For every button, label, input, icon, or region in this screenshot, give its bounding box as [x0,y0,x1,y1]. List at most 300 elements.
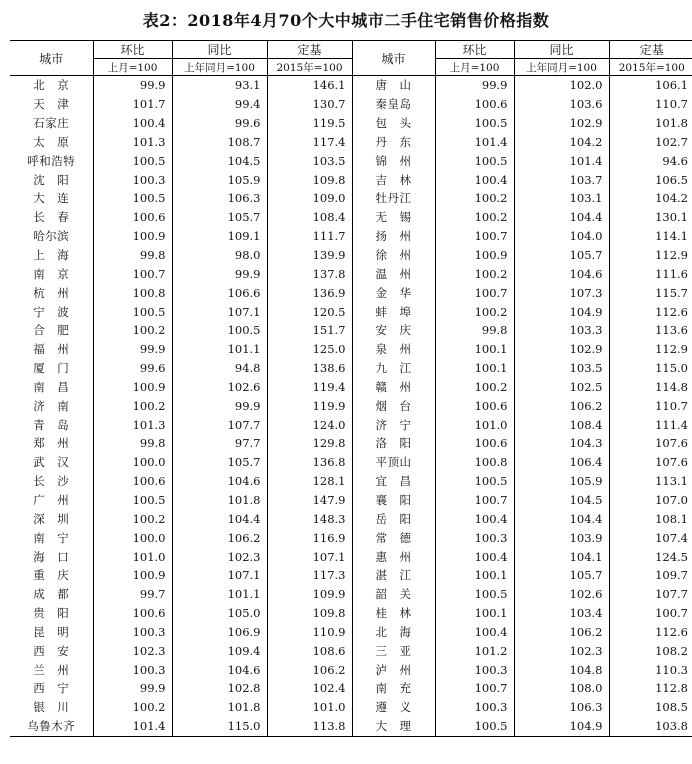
price-index-table [10,40,692,737]
cell-mom-left: 100.0 [93,528,172,547]
cell-base-left: 151.7 [267,321,352,340]
cell-mom-right: 100.2 [435,189,514,208]
cell-base-left: 148.3 [267,509,352,528]
table-row [10,359,692,378]
cell-city-left: 深 圳 [33,511,70,526]
cell-yoy-right: 106.2 [514,396,609,415]
cell-yoy-right: 104.0 [514,227,609,246]
table-body [10,76,692,737]
cell-city-right: 泸 州 [352,660,435,679]
cell-mom-right: 101.2 [435,641,514,660]
cell-city-left: 银 川 [33,700,70,715]
cell-yoy-right: 106.2 [514,622,609,641]
table-row [10,227,692,246]
table-row [10,189,692,208]
table-row [10,170,692,189]
table-row [10,340,692,359]
cell-city-left: 贵 阳 [33,606,70,621]
cell-mom-left: 100.2 [93,396,172,415]
cell-yoy-right: 101.4 [514,151,609,170]
cell-base-right: 110.7 [609,95,692,114]
cell-city-right: 赣 州 [352,378,435,397]
cell-base-right: 112.6 [609,622,692,641]
cell-yoy-left: 94.8 [172,359,267,378]
cell-mom-left: 100.9 [93,227,172,246]
cell-mom-right: 99.8 [435,321,514,340]
cell-mom-right: 100.7 [435,283,514,302]
cell-city-left: 成 都 [33,587,70,602]
header-yoy-sub-left: 上年同月=100 [172,59,267,76]
cell-yoy-left: 97.7 [172,434,267,453]
cell-city-left: 上 海 [33,248,70,263]
cell-city-right: 襄 阳 [352,491,435,510]
cell-city-right: 九 江 [352,359,435,378]
cell-yoy-left: 106.2 [172,528,267,547]
cell-base-left: 111.7 [267,227,352,246]
cell-city-right: 平顶山 [352,453,435,472]
cell-yoy-right: 106.3 [514,698,609,717]
cell-city-left: 石家庄 [33,116,70,131]
cell-mom-right: 100.5 [435,114,514,133]
cell-yoy-left: 93.1 [172,76,267,95]
table-row [10,283,692,302]
cell-base-right: 111.6 [609,264,692,283]
cell-yoy-right: 103.7 [514,170,609,189]
cell-mom-left: 100.8 [93,283,172,302]
table-row [10,717,692,736]
table-row [10,641,692,660]
cell-city-right: 秦皇岛 [352,95,435,114]
cell-base-right: 103.8 [609,717,692,736]
cell-mom-right: 100.1 [435,604,514,623]
cell-mom-right: 101.0 [435,415,514,434]
table-row [10,246,692,265]
table-row [10,604,692,623]
cell-mom-left: 100.2 [93,698,172,717]
table-row [10,622,692,641]
table-row [10,208,692,227]
cell-city-left: 福 州 [33,342,70,357]
cell-mom-right: 100.4 [435,509,514,528]
cell-yoy-left: 99.6 [172,114,267,133]
cell-city-right: 湛 江 [352,566,435,585]
cell-mom-right: 100.7 [435,227,514,246]
cell-city-right: 遵 义 [352,698,435,717]
cell-base-right: 115.0 [609,359,692,378]
cell-mom-left: 101.4 [93,717,172,736]
table-row [10,151,692,170]
cell-yoy-right: 104.9 [514,717,609,736]
cell-yoy-left: 109.4 [172,641,267,660]
cell-yoy-left: 101.8 [172,698,267,717]
cell-base-right: 108.1 [609,509,692,528]
cell-base-right: 106.1 [609,76,692,95]
cell-city-right: 唐 山 [352,76,435,95]
cell-yoy-left: 104.6 [172,472,267,491]
cell-yoy-left: 101.1 [172,340,267,359]
cell-yoy-right: 107.3 [514,283,609,302]
cell-base-left: 129.8 [267,434,352,453]
cell-base-left: 108.4 [267,208,352,227]
cell-base-right: 111.4 [609,415,692,434]
cell-base-right: 107.0 [609,491,692,510]
cell-base-left: 117.4 [267,133,352,152]
cell-mom-right: 100.3 [435,660,514,679]
cell-city-left: 济 南 [33,398,70,413]
cell-city-right: 泉 州 [352,340,435,359]
table-row [10,396,692,415]
cell-base-right: 107.4 [609,528,692,547]
cell-city-right: 惠 州 [352,547,435,566]
cell-mom-right: 100.8 [435,453,514,472]
cell-base-right: 104.2 [609,189,692,208]
cell-city-right: 扬 州 [352,227,435,246]
cell-city-left: 杭 州 [33,285,70,300]
cell-base-left: 128.1 [267,472,352,491]
cell-yoy-left: 102.8 [172,679,267,698]
cell-base-right: 108.5 [609,698,692,717]
cell-city-right: 宜 昌 [352,472,435,491]
cell-yoy-right: 106.4 [514,453,609,472]
table-row [10,95,692,114]
cell-yoy-right: 102.0 [514,76,609,95]
table-row [10,264,692,283]
cell-base-left: 102.4 [267,679,352,698]
cell-mom-right: 100.6 [435,434,514,453]
cell-base-left: 109.8 [267,170,352,189]
cell-mom-left: 100.3 [93,660,172,679]
cell-base-left: 110.9 [267,622,352,641]
cell-mom-left: 100.2 [93,509,172,528]
cell-city-right: 安 庆 [352,321,435,340]
cell-mom-left: 100.9 [93,378,172,397]
cell-yoy-right: 104.8 [514,660,609,679]
cell-mom-right: 100.2 [435,302,514,321]
cell-city-left: 哈尔滨 [33,229,70,244]
cell-mom-right: 100.2 [435,208,514,227]
cell-base-right: 112.9 [609,340,692,359]
cell-base-right: 108.2 [609,641,692,660]
cell-city-right: 洛 阳 [352,434,435,453]
cell-city-right: 吉 林 [352,170,435,189]
cell-mom-right: 100.3 [435,528,514,547]
cell-mom-left: 100.6 [93,208,172,227]
cell-city-right: 桂 林 [352,604,435,623]
cell-mom-right: 100.3 [435,698,514,717]
table-row [10,321,692,340]
cell-base-left: 106.2 [267,660,352,679]
table-row [10,133,692,152]
cell-city-left: 合 肥 [33,323,70,338]
cell-mom-right: 100.4 [435,170,514,189]
cell-yoy-left: 109.1 [172,227,267,246]
cell-yoy-left: 102.3 [172,547,267,566]
cell-base-left: 109.0 [267,189,352,208]
cell-mom-right: 100.5 [435,717,514,736]
cell-yoy-right: 102.3 [514,641,609,660]
cell-base-right: 107.7 [609,585,692,604]
cell-mom-left: 100.5 [93,189,172,208]
cell-city-left: 厦 门 [33,361,70,376]
cell-mom-left: 100.9 [93,566,172,585]
cell-city-right: 蚌 埠 [352,302,435,321]
cell-city-right: 南 充 [352,679,435,698]
cell-mom-left: 99.6 [93,359,172,378]
cell-base-left: 107.1 [267,547,352,566]
table-row [10,415,692,434]
cell-base-right: 109.7 [609,566,692,585]
cell-yoy-left: 106.3 [172,189,267,208]
table-row [10,434,692,453]
cell-yoy-left: 105.9 [172,170,267,189]
cell-city-right: 大 理 [352,717,435,736]
cell-city-left: 宁 波 [33,304,70,319]
cell-city-left: 青 岛 [33,417,70,432]
cell-city-left: 南 宁 [33,530,70,545]
cell-yoy-right: 104.4 [514,509,609,528]
cell-yoy-right: 103.4 [514,604,609,623]
cell-mom-right: 100.4 [435,547,514,566]
cell-yoy-right: 104.5 [514,491,609,510]
cell-yoy-left: 115.0 [172,717,267,736]
cell-city-left: 长 春 [33,210,70,225]
cell-city-left: 南 京 [33,266,70,281]
cell-yoy-left: 104.6 [172,660,267,679]
cell-mom-right: 100.2 [435,378,514,397]
table-row [10,698,692,717]
cell-base-right: 112.9 [609,246,692,265]
cell-yoy-right: 102.6 [514,585,609,604]
table-header [10,41,692,76]
cell-mom-left: 101.3 [93,133,172,152]
cell-mom-left: 99.9 [93,679,172,698]
table-row [10,566,692,585]
cell-base-left: 103.5 [267,151,352,170]
cell-mom-left: 102.3 [93,641,172,660]
cell-city-right: 岳 阳 [352,509,435,528]
cell-mom-left: 100.4 [93,114,172,133]
cell-mom-right: 100.1 [435,359,514,378]
header-base-right: 定基 [609,41,692,59]
cell-base-left: 125.0 [267,340,352,359]
cell-base-left: 116.9 [267,528,352,547]
cell-yoy-right: 108.4 [514,415,609,434]
cell-base-left: 113.8 [267,717,352,736]
header-yoy-left: 同比 [172,41,267,59]
cell-base-right: 107.6 [609,434,692,453]
header-base-sub-left: 2015年=100 [267,59,352,76]
cell-city-right: 锦 州 [352,151,435,170]
cell-city-left: 昆 明 [33,624,70,639]
cell-city-right: 温 州 [352,264,435,283]
table-row [10,114,692,133]
cell-yoy-left: 102.6 [172,378,267,397]
cell-yoy-right: 103.6 [514,95,609,114]
table-row [10,491,692,510]
cell-base-left: 109.8 [267,604,352,623]
cell-yoy-left: 106.6 [172,283,267,302]
cell-city-left: 天 津 [33,97,70,112]
cell-base-right: 130.1 [609,208,692,227]
cell-yoy-right: 108.0 [514,679,609,698]
cell-city-left: 乌鲁木齐 [10,717,93,736]
cell-yoy-left: 99.4 [172,95,267,114]
cell-mom-right: 100.5 [435,151,514,170]
cell-city-right: 常 德 [352,528,435,547]
cell-mom-right: 100.6 [435,95,514,114]
cell-mom-right: 100.1 [435,340,514,359]
cell-mom-left: 99.8 [93,434,172,453]
cell-yoy-right: 104.2 [514,133,609,152]
cell-base-left: 138.6 [267,359,352,378]
header-yoy-sub-right: 上年同月=100 [514,59,609,76]
cell-yoy-right: 104.4 [514,208,609,227]
cell-city-left: 广 州 [33,492,70,507]
cell-yoy-left: 108.7 [172,133,267,152]
table-row [10,302,692,321]
header-mom-right: 环比 [435,41,514,59]
header-mom-sub-right: 上月=100 [435,59,514,76]
cell-city-left: 兰 州 [33,662,70,677]
cell-yoy-left: 104.4 [172,509,267,528]
cell-base-left: 120.5 [267,302,352,321]
cell-mom-right: 100.5 [435,472,514,491]
cell-mom-left: 100.6 [93,472,172,491]
cell-mom-right: 100.9 [435,246,514,265]
cell-city-right: 三 亚 [352,641,435,660]
cell-yoy-left: 105.0 [172,604,267,623]
header-city-left: 城市 [10,41,93,76]
cell-mom-left: 100.3 [93,622,172,641]
cell-mom-left: 101.0 [93,547,172,566]
cell-base-right: 110.3 [609,660,692,679]
cell-base-left: 101.0 [267,698,352,717]
cell-base-right: 115.7 [609,283,692,302]
cell-city-left: 重 庆 [33,568,70,583]
cell-mom-right: 100.2 [435,264,514,283]
cell-city-right: 韶 关 [352,585,435,604]
cell-yoy-left: 105.7 [172,453,267,472]
table-row [10,453,692,472]
cell-mom-right: 101.4 [435,133,514,152]
table-row [10,472,692,491]
cell-yoy-right: 105.9 [514,472,609,491]
cell-base-left: 137.8 [267,264,352,283]
cell-yoy-right: 104.3 [514,434,609,453]
cell-city-right: 牡丹江 [352,189,435,208]
cell-yoy-left: 105.7 [172,208,267,227]
cell-yoy-left: 101.1 [172,585,267,604]
cell-city-left: 西 安 [33,643,70,658]
cell-city-left: 武 汉 [33,455,70,470]
cell-base-left: 139.9 [267,246,352,265]
cell-yoy-left: 104.5 [172,151,267,170]
cell-yoy-left: 99.9 [172,396,267,415]
cell-city-left: 大 连 [33,191,70,206]
table-row [10,585,692,604]
cell-base-right: 113.6 [609,321,692,340]
cell-yoy-right: 102.5 [514,378,609,397]
cell-base-left: 119.5 [267,114,352,133]
cell-city-left: 南 昌 [33,379,70,394]
cell-mom-right: 100.4 [435,622,514,641]
cell-yoy-right: 105.7 [514,566,609,585]
cell-base-right: 113.1 [609,472,692,491]
table-row [10,547,692,566]
cell-yoy-left: 107.1 [172,566,267,585]
cell-city-right: 丹 东 [352,133,435,152]
header-mom-left: 环比 [93,41,172,59]
cell-city-right: 无 锡 [352,208,435,227]
table-row [10,528,692,547]
cell-base-left: 147.9 [267,491,352,510]
cell-yoy-right: 103.5 [514,359,609,378]
cell-base-left: 119.4 [267,378,352,397]
cell-city-left: 长 沙 [33,474,70,489]
cell-base-right: 101.8 [609,114,692,133]
cell-city-right: 徐 州 [352,246,435,265]
cell-yoy-left: 107.1 [172,302,267,321]
cell-mom-left: 100.6 [93,604,172,623]
cell-mom-left: 100.7 [93,264,172,283]
cell-city-right: 包 头 [352,114,435,133]
cell-city-left: 北 京 [33,78,70,93]
cell-yoy-right: 102.9 [514,340,609,359]
cell-yoy-right: 103.1 [514,189,609,208]
cell-city-left: 海 口 [33,549,70,564]
cell-mom-left: 100.0 [93,453,172,472]
cell-mom-left: 99.7 [93,585,172,604]
cell-yoy-right: 103.3 [514,321,609,340]
cell-city-right: 济 宁 [352,415,435,434]
cell-mom-left: 100.5 [93,151,172,170]
cell-yoy-right: 104.6 [514,264,609,283]
header-mom-sub-left: 上月=100 [93,59,172,76]
header-yoy-right: 同比 [514,41,609,59]
cell-mom-right: 100.6 [435,396,514,415]
cell-base-left: 124.0 [267,415,352,434]
cell-yoy-right: 102.9 [514,114,609,133]
cell-base-right: 106.5 [609,170,692,189]
cell-mom-right: 100.7 [435,491,514,510]
cell-yoy-right: 104.1 [514,547,609,566]
cell-mom-left: 99.8 [93,246,172,265]
cell-mom-right: 100.5 [435,585,514,604]
cell-mom-right: 100.7 [435,679,514,698]
table-row [10,679,692,698]
cell-yoy-left: 98.0 [172,246,267,265]
cell-base-left: 130.7 [267,95,352,114]
cell-mom-right: 99.9 [435,76,514,95]
cell-base-left: 119.9 [267,396,352,415]
cell-city-right: 烟 台 [352,396,435,415]
cell-mom-left: 101.3 [93,415,172,434]
cell-mom-left: 100.5 [93,491,172,510]
cell-base-left: 108.6 [267,641,352,660]
cell-base-left: 109.9 [267,585,352,604]
header-base-left: 定基 [267,41,352,59]
cell-mom-left: 100.3 [93,170,172,189]
cell-city-left: 郑 州 [33,436,70,451]
cell-base-right: 124.5 [609,547,692,566]
table-row [10,509,692,528]
header-city-right: 城市 [352,41,435,76]
cell-city-left: 呼和浩特 [27,153,76,168]
table-row [10,378,692,397]
cell-yoy-right: 105.7 [514,246,609,265]
cell-base-right: 114.1 [609,227,692,246]
cell-mom-left: 100.5 [93,302,172,321]
